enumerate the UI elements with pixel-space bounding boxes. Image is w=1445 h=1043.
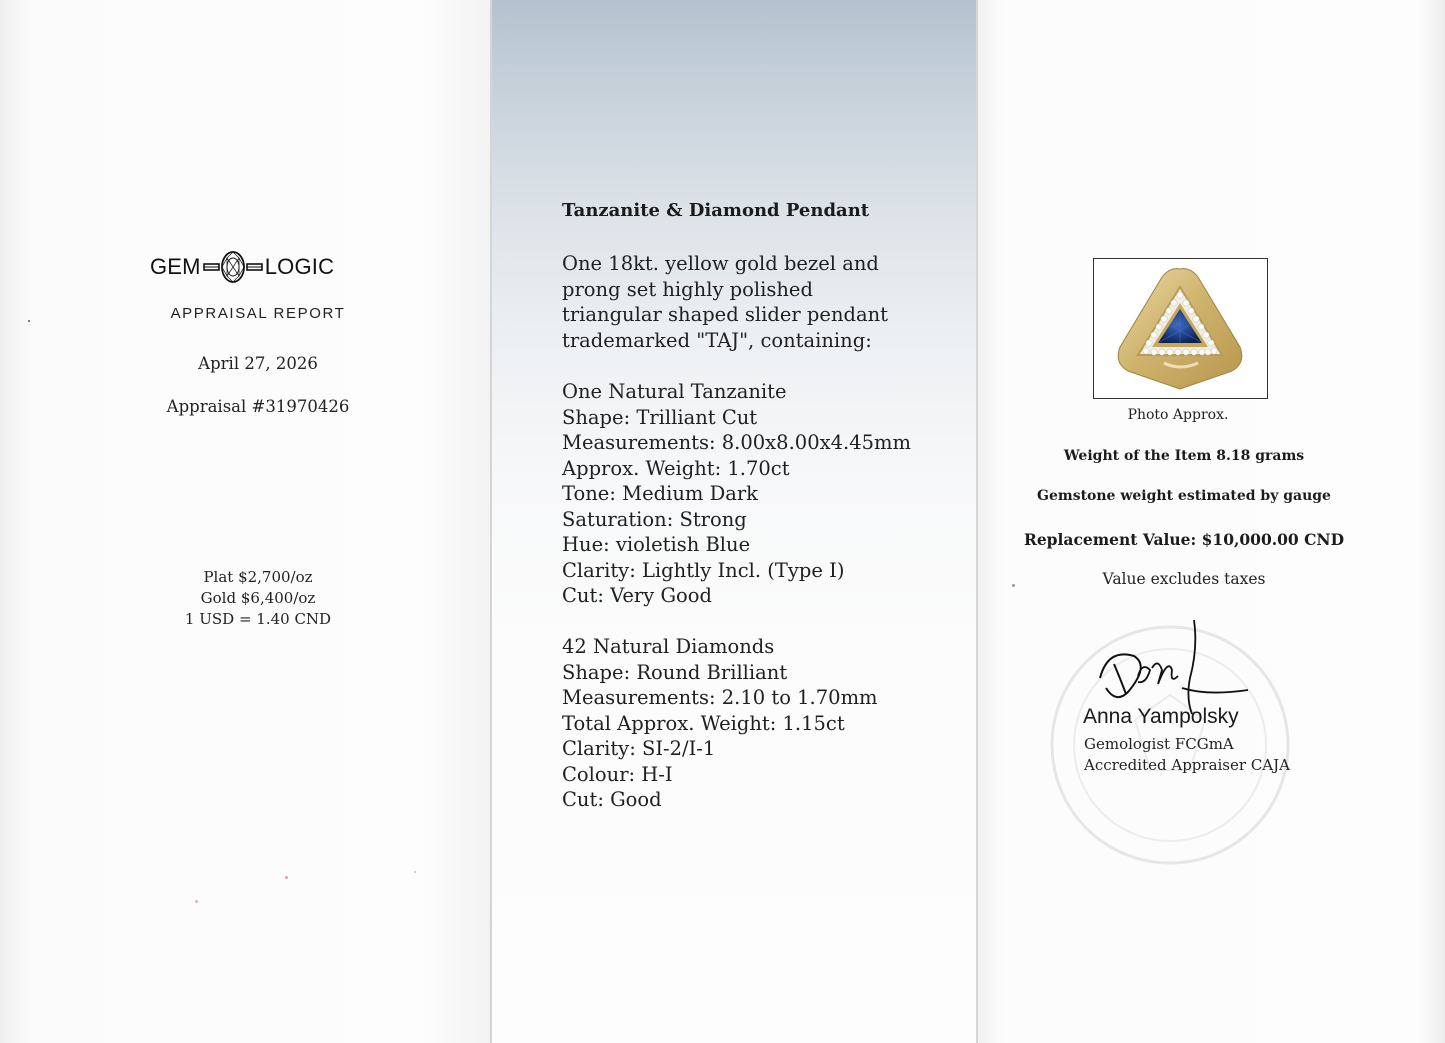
logo-word-gem: GEM bbox=[150, 254, 201, 279]
appraisal-number: Appraisal #31970426 bbox=[166, 397, 350, 416]
tanzanite-line: One Natural Tanzanite bbox=[562, 380, 787, 403]
right-panel bbox=[978, 0, 1445, 1043]
tanzanite-line: Hue: violetish Blue bbox=[562, 533, 751, 556]
description-line: trademarked "TAJ", containing: bbox=[562, 328, 872, 352]
item-description bbox=[562, 251, 888, 353]
diamond-details bbox=[562, 634, 878, 813]
handwritten-signature bbox=[1098, 618, 1258, 718]
appraiser-name: Anna Yampolsky bbox=[1083, 705, 1239, 728]
appraiser-title: Gemologist FCGmA bbox=[1084, 735, 1234, 753]
diamond-line: Colour: H-I bbox=[562, 762, 673, 786]
tanzanite-details bbox=[562, 379, 911, 609]
exchange-rate: 1 USD = 1.40 CND bbox=[184, 610, 332, 628]
paper-speck bbox=[1012, 584, 1015, 587]
pendant-photo bbox=[1093, 258, 1268, 399]
photo-caption: Photo Approx. bbox=[1127, 407, 1229, 423]
gem-logic-logo bbox=[150, 250, 334, 284]
description-line: prong set highly polished bbox=[562, 277, 813, 301]
diamond-logo-icon bbox=[203, 250, 263, 284]
diamond-line: Shape: Round Brilliant bbox=[562, 660, 788, 684]
gauge-note: Gemstone weight estimated by gauge bbox=[1037, 488, 1331, 504]
description-line: One 18kt. yellow gold bezel and bbox=[562, 252, 879, 275]
diamond-line: Total Approx. Weight: 1.15ct bbox=[562, 711, 845, 735]
item-title: Tanzanite & Diamond Pendant bbox=[562, 200, 870, 221]
paper-speck bbox=[285, 876, 288, 879]
platinum-price: Plat $2,700/oz bbox=[203, 568, 313, 586]
tanzanite-line: Clarity: Lightly Incl. (Type I) bbox=[562, 558, 845, 582]
tanzanite-line: Cut: Very Good bbox=[562, 584, 712, 607]
paper-speck bbox=[414, 871, 416, 873]
paper-speck bbox=[195, 900, 198, 903]
diamond-line: Clarity: SI-2/I-1 bbox=[562, 737, 716, 760]
pendant-image bbox=[1094, 259, 1267, 398]
tanzanite-line: Shape: Trilliant Cut bbox=[562, 405, 758, 429]
report-title: APPRAISAL REPORT bbox=[170, 305, 346, 322]
gold-price: Gold $6,400/oz bbox=[200, 589, 316, 607]
tanzanite-line: Approx. Weight: 1.70ct bbox=[562, 456, 790, 480]
replacement-value: Replacement Value: $10,000.00 CND bbox=[1023, 530, 1345, 549]
description-line: triangular shaped slider pendant bbox=[562, 303, 889, 326]
middle-panel bbox=[490, 0, 978, 1043]
diamond-line: Measurements: 2.10 to 1.70mm bbox=[562, 686, 878, 709]
diamond-line: Cut: Good bbox=[562, 788, 662, 811]
diamond-line: 42 Natural Diamonds bbox=[562, 635, 775, 658]
tanzanite-line: Tone: Medium Dark bbox=[562, 482, 758, 505]
left-panel bbox=[0, 0, 490, 1043]
metal-prices bbox=[0, 567, 516, 630]
paper-speck bbox=[28, 320, 30, 322]
appraiser-accreditation: Accredited Appraiser CAJA bbox=[1084, 756, 1290, 774]
logo-word-logic: LOGIC bbox=[264, 254, 335, 279]
tax-note: Value excludes taxes bbox=[1102, 570, 1266, 588]
tanzanite-line: Saturation: Strong bbox=[562, 507, 747, 531]
item-weight: Weight of the Item 8.18 grams bbox=[1063, 448, 1305, 464]
tanzanite-line: Measurements: 8.00x8.00x4.45mm bbox=[562, 431, 911, 454]
report-date: April 27, 2026 bbox=[198, 354, 318, 373]
